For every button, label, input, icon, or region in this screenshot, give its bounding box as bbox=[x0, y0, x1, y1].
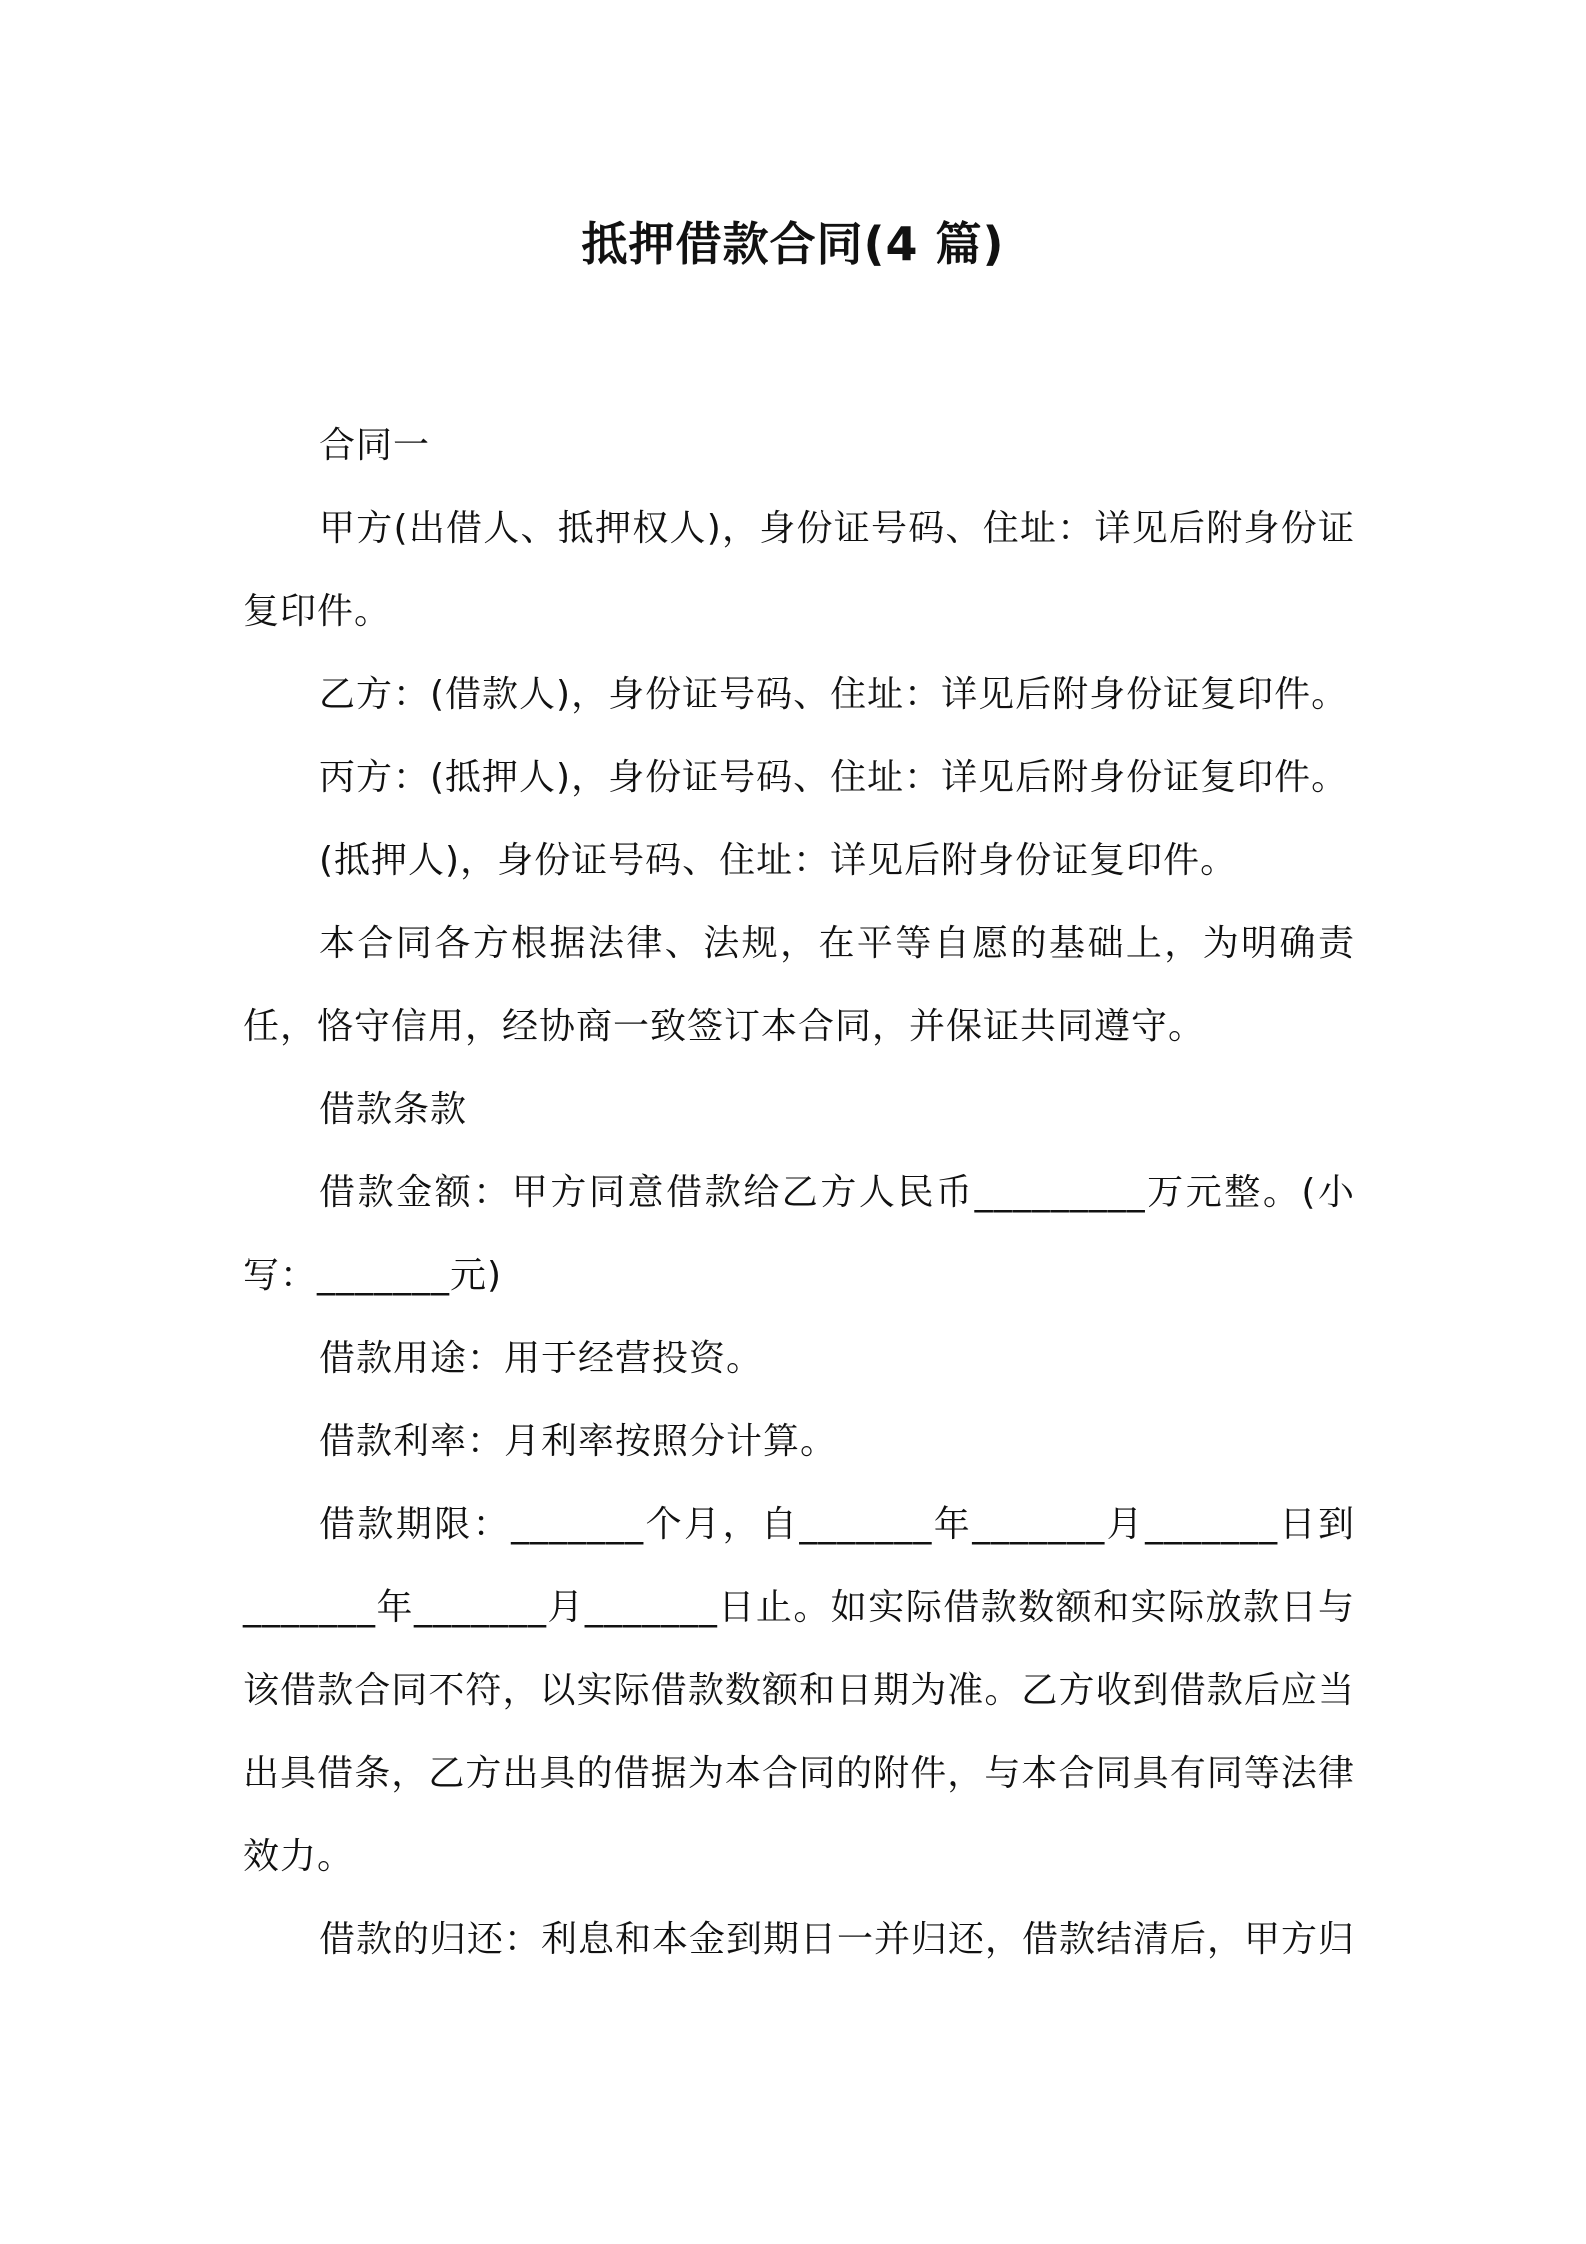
paragraph-party-c: 丙方：(抵押人)，身份证号码、住址：详见后附身份证复印件。 bbox=[319, 757, 1349, 798]
document-title: 抵押借款合同(4 篇) bbox=[581, 217, 1005, 271]
paragraph-party-a: 甲方(出借人、抵押权人)，身份证号码、住址：详见后附身份证复印件。 bbox=[243, 508, 1355, 632]
paragraph-loan-rate: 借款利率：月利率按照分计算。 bbox=[319, 1421, 838, 1462]
paragraph-loan-amount: 借款金额：甲方同意借款给乙方人民币_________万元整。(小写：_______元) bbox=[243, 1172, 1355, 1296]
paragraph-loan-term: 借款期限：_______个月，自_______年_______月_______日到_______年_______月_______日止。如实际借款数额和实际放款日与该借款合同不符，以实际借款数额和日期为准。乙方收到借款后应当出具借条，乙方出具的借据为本合同的附件，与本合同具有同等法律效力。 bbox=[243, 1504, 1355, 1877]
paragraph-preamble: 本合同各方根据法律、法规，在平等自愿的基础上，为明确责任，恪守信用，经协商一致签订本合同，并保证共同遵守。 bbox=[243, 923, 1355, 1047]
paragraph-loan-repayment: 借款的归还：利息和本金到期日一并归还，借款结清后，甲方归 bbox=[319, 1919, 1356, 1960]
paragraph-mortgagor: (抵押人)，身份证号码、住址：详见后附身份证复印件。 bbox=[319, 840, 1238, 881]
paragraph-loan-purpose: 借款用途：用于经营投资。 bbox=[319, 1338, 764, 1379]
section-heading-contract-one: 合同一 bbox=[319, 425, 431, 466]
section-heading-loan-terms: 借款条款 bbox=[319, 1089, 468, 1130]
document-body bbox=[243, 404, 1355, 1981]
paragraph-party-b: 乙方：(借款人)，身份证号码、住址：详见后附身份证复印件。 bbox=[319, 674, 1349, 715]
